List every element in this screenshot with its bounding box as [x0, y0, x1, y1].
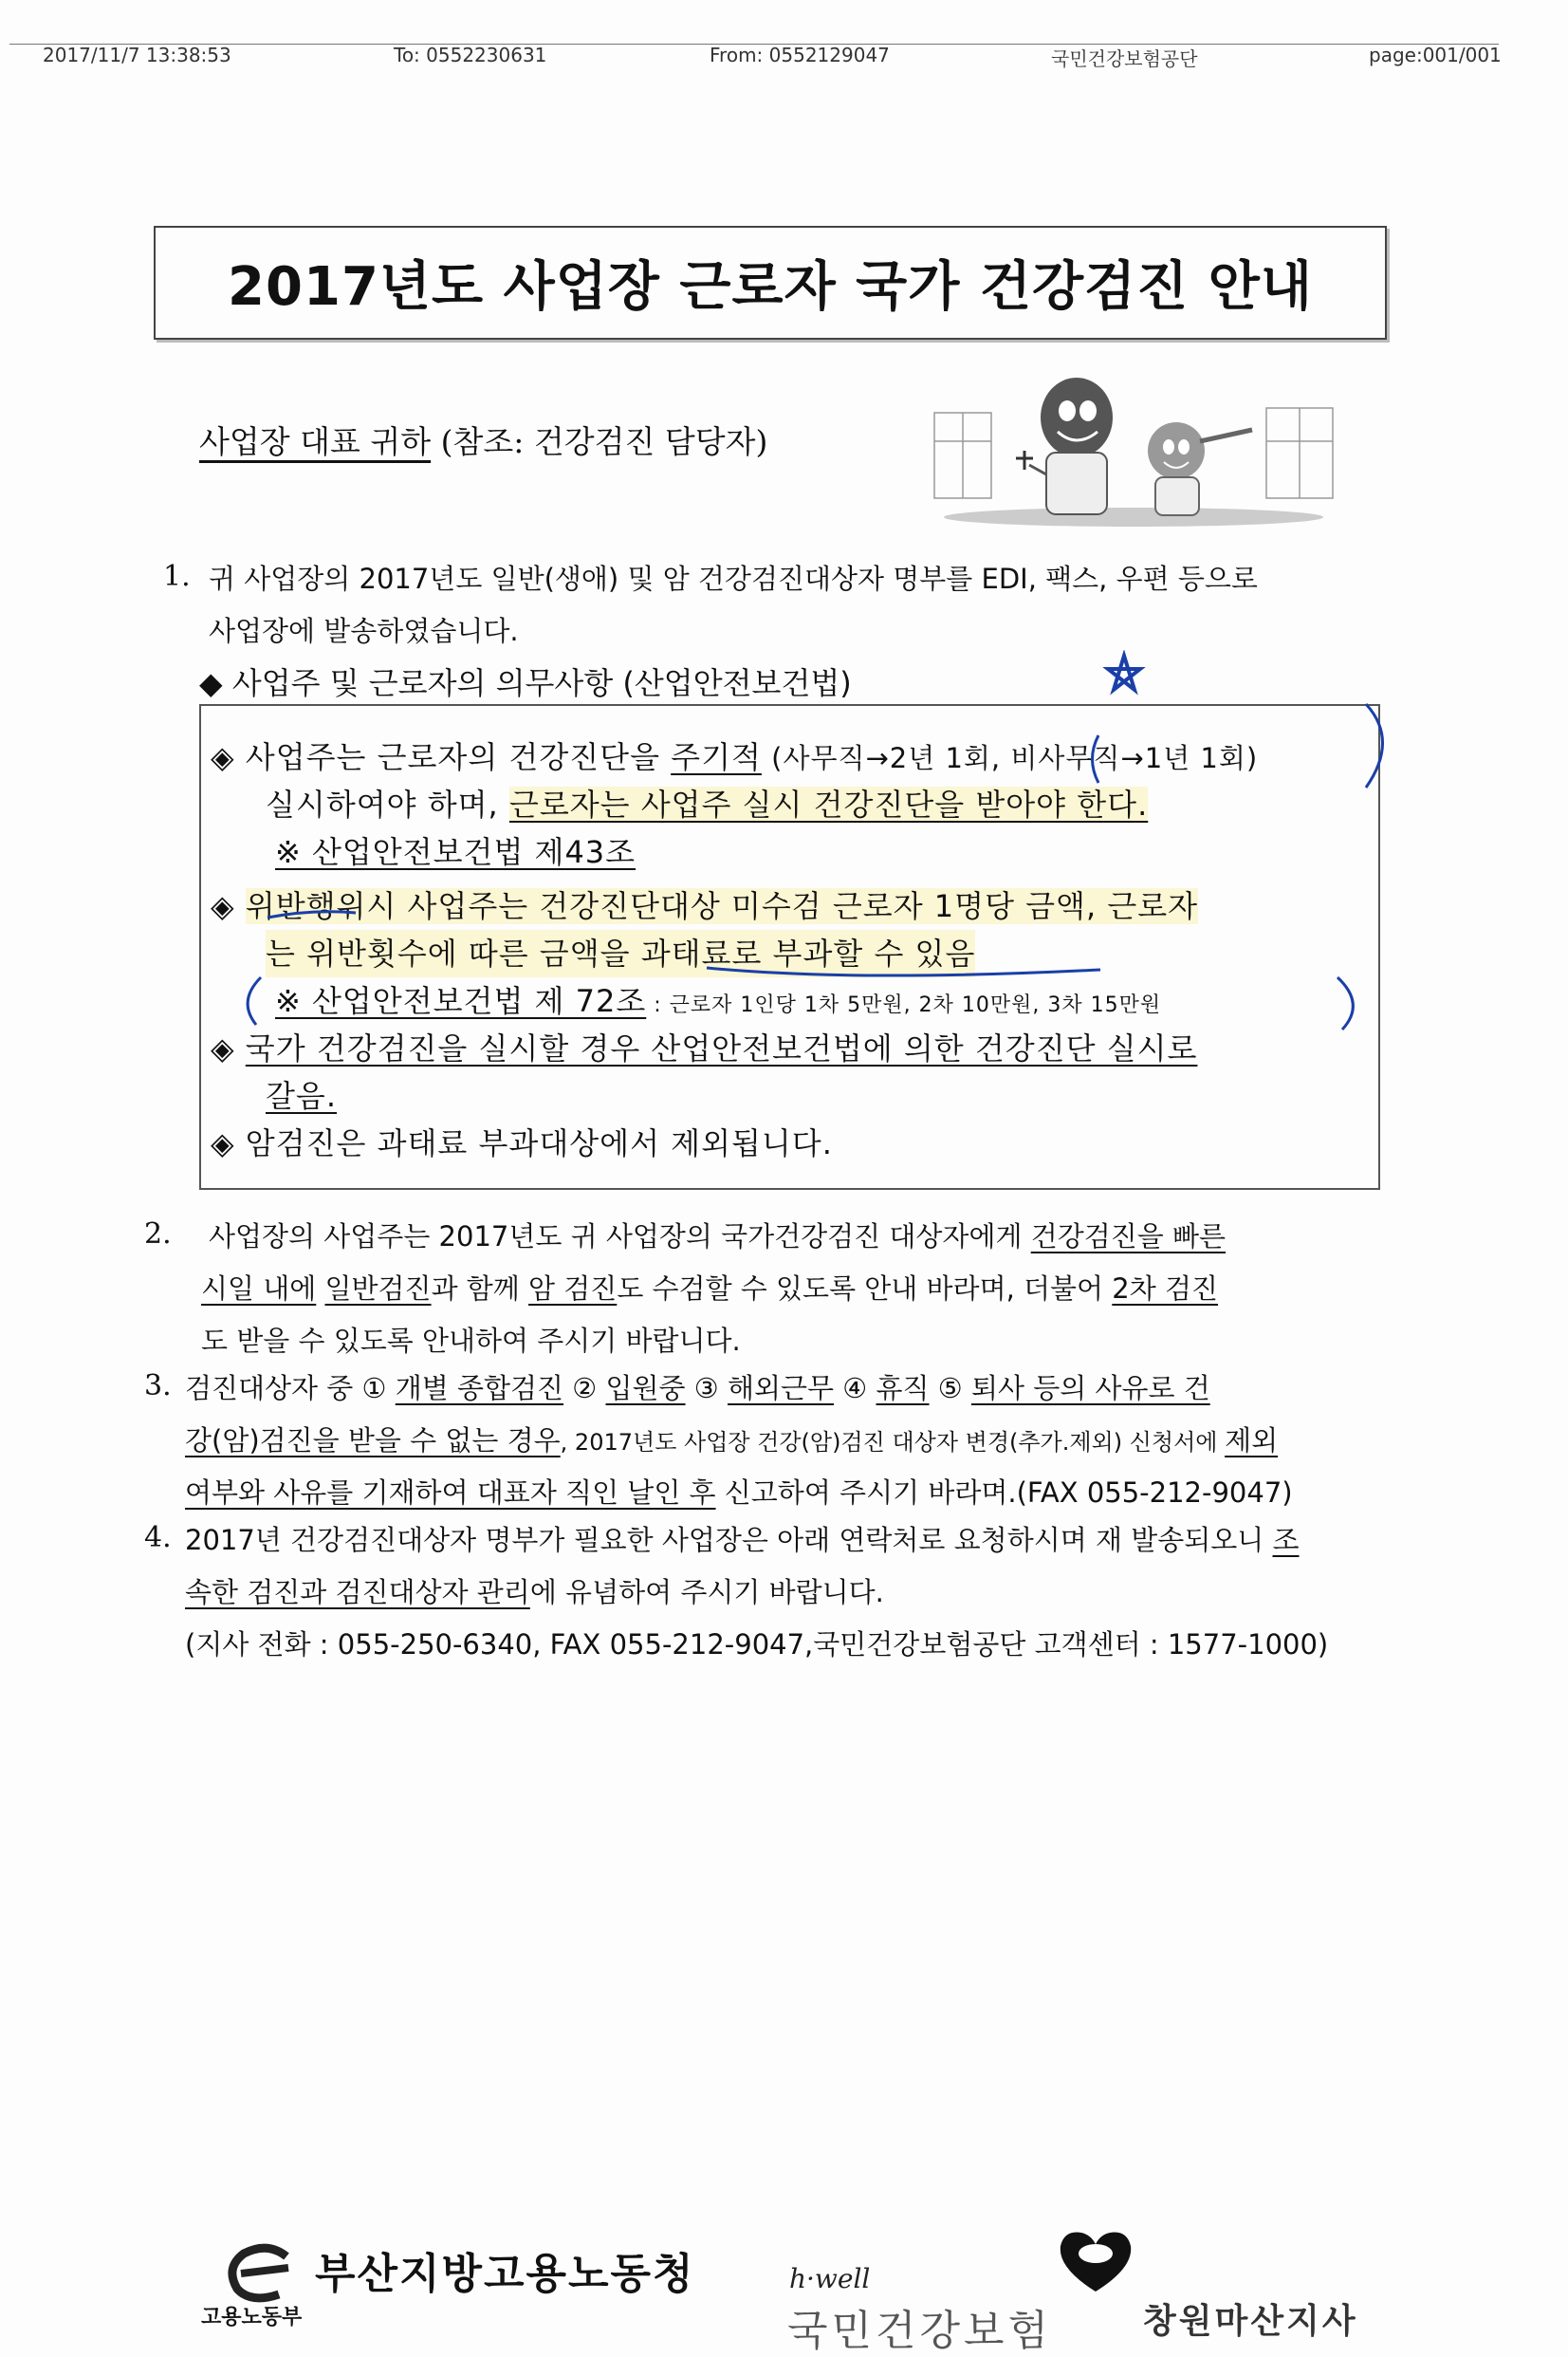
- item4-l1-a: 2017년 건강검진대상자 명부가 필요한 사업장은 아래 연락처로 요청하시며 재 발송되오니: [185, 1524, 1273, 1556]
- item2-line1: [209, 1213, 1226, 1260]
- item3-number: 3.: [144, 1369, 172, 1402]
- item3-line1: [185, 1364, 1210, 1412]
- duty-4: ◈ 암검진은 과태료 부과대상에서 제외됩니다.: [211, 1125, 833, 1161]
- ministry-name: 고용노동부: [201, 2306, 303, 2329]
- document-title: 2017년도 사업장 근로자 국가 건강검진 안내: [228, 256, 1313, 318]
- fax-page: page:001/001: [1369, 44, 1502, 66]
- item3-form: , 2017년도 사업장 건강(암)검진 대상자 변경(추가.제외) 신청서에: [560, 1429, 1226, 1456]
- item3-exclude: 제외: [1225, 1424, 1279, 1457]
- duty-1-law-ref: ※ 산업안전보건법 제43조: [275, 834, 636, 870]
- addressee-main: 사업장 대표 귀하: [199, 423, 432, 460]
- item3-hospitalized: 입원중: [605, 1372, 686, 1404]
- item3-personal-checkup: 개별 종합검진: [395, 1372, 564, 1404]
- item2-line1-a: 사업장의 사업주는 2017년도 귀 사업장의 국가건강검진 대상자에게: [209, 1220, 1031, 1253]
- duty-1-text-a: ◈ 사업주는 근로자의 건강진단을: [211, 739, 672, 775]
- item3-line2: [185, 1417, 1278, 1466]
- addressee-ref: (참조: 건강검진 담당자): [431, 423, 768, 460]
- fax-sender: 국민건강보험공단: [1051, 47, 1198, 70]
- item2-soon: 시일 내에: [201, 1272, 317, 1305]
- item3-line3: [185, 1469, 1293, 1516]
- duty-1-line2-a: 실시하여야 하며,: [266, 787, 509, 823]
- duty-2-line2: 는 위반횟수에 따른 금액을 과태료로 부과할 수 있음: [266, 930, 975, 977]
- fax-datetime: 2017/11/7 13:38:53: [43, 44, 231, 66]
- item3-l1-a: 검진대상자 중 ①: [185, 1372, 396, 1404]
- item3-l1-c: ②: [563, 1372, 606, 1404]
- item2-line1-b: 건강검진을 빠른: [1030, 1220, 1227, 1253]
- item2-second-exam: 2차 검진: [1112, 1272, 1219, 1305]
- duty-2-fine: : 근로자 1인당 1차 5만원, 2차 10만원, 3차 15만원: [646, 993, 1162, 1017]
- item4-contact: (지사 전화 : 055-250-6340, FAX 055-212-9047,국민건강보험공단 고객센터 : 1577-1000): [185, 1628, 1329, 1661]
- hwell-logo-text: h·well: [789, 2263, 871, 2294]
- item4-number: 4.: [144, 1521, 172, 1554]
- duty-heading: ◆ 사업주 및 근로자의 의무사항 (산업안전보건법): [199, 665, 852, 701]
- duty-2-violation: 위반행위시 사업주는 건강진단대상 미수검 근로자 1명당 금액, 근로자: [245, 888, 1199, 924]
- duty-1-cycle: (사무직→2년 1회, 비사무직→1년 1회): [761, 742, 1259, 774]
- item1-number: 1.: [163, 560, 191, 593]
- branch-name: 창원마산지사: [1143, 2302, 1358, 2341]
- duty-2-bullet: ◈: [211, 888, 246, 924]
- item4-line1: [185, 1516, 1300, 1564]
- duty-2-law-ref: ※ 산업안전보건법 제 72조: [275, 983, 647, 1019]
- duty-3-text: 국가 건강검진을 실시할 경우 산업안전보건법에 의한 건강진단 실시로: [245, 1030, 1198, 1067]
- item1-line1: 귀 사업장의 2017년도 일반(생애) 및 암 건강검진대상자 명부를 EDI, 팩스, 우편 등으로: [209, 563, 1258, 595]
- duty-1-worker-obligation: 근로자는 사업주 실시 건강진단을 받아야 한다.: [508, 787, 1149, 823]
- item2-number: 2.: [144, 1217, 172, 1251]
- item2-line3: 도 받을 수 있도록 안내하여 주시기 바랍니다.: [201, 1325, 741, 1357]
- item2-line2: [201, 1265, 1218, 1312]
- item3-l1-g: ④: [834, 1372, 876, 1404]
- item2-space: [316, 1272, 324, 1305]
- item4-line2: [185, 1568, 884, 1616]
- ministry-logo-icon: [220, 2239, 305, 2306]
- fax-to: To: 0552230631: [394, 44, 547, 66]
- nhis-logo-text: 국민건강보험: [787, 2307, 1053, 2355]
- item3-l1-i: ⑤: [929, 1372, 971, 1404]
- item3-overseas: 해외근무: [727, 1372, 835, 1404]
- duty-3-bullet: ◈: [211, 1030, 246, 1067]
- item2-general-exam: 일반검진: [324, 1272, 432, 1305]
- busan-labor-office: 부산지방고용노동청: [315, 2250, 695, 2298]
- item3-fax: 신고하여 주시기 바라며.(FAX 055-212-9047): [715, 1476, 1293, 1509]
- item4-l1-b: 조: [1272, 1524, 1300, 1556]
- item2-mid: 도 수검할 수 있도록 안내 바라며, 더불어: [617, 1272, 1113, 1305]
- item3-l1-e: ③: [685, 1372, 728, 1404]
- nhis-heart-logo-icon: [1053, 2225, 1138, 2301]
- item3-leave: 휴직: [876, 1372, 930, 1404]
- item2-cancer-exam: 암 검진: [528, 1272, 618, 1305]
- item2-with: 과 함께: [431, 1272, 529, 1305]
- fax-from: From: 0552129047: [710, 44, 890, 66]
- duty-3-line2: 갈음.: [266, 1078, 337, 1114]
- item1-line2: 사업장에 발송하였습니다.: [209, 615, 519, 647]
- item3-retire: 퇴사 등의 사유로 건: [970, 1372, 1210, 1404]
- item3-cannot: 강(암)검진을 받을 수 없는 경우: [185, 1424, 561, 1457]
- item3-seal: 여부와 사유를 기재하여 대표자 직인 날인 후: [185, 1476, 716, 1509]
- item4-management: 속한 검진과 검진대상자 관리: [185, 1576, 530, 1608]
- item4-l2-b: 에 유념하여 주시기 바랍니다.: [529, 1576, 884, 1608]
- duty-1-periodic: 주기적: [671, 739, 762, 775]
